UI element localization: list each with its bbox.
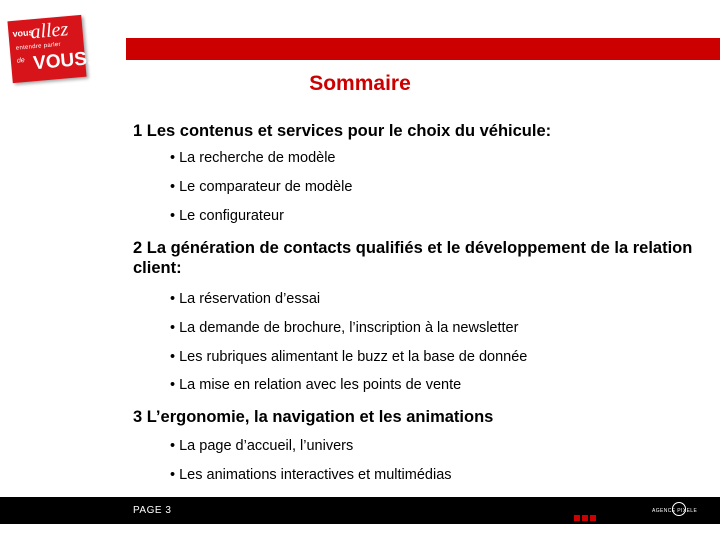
list-item: • Les rubriques alimentant le buzz et la base de donnée [170,349,528,365]
list-item: • Le configurateur [170,208,284,224]
agency-logo [652,502,708,520]
footer-bar [0,497,720,524]
list-item: • Les animations interactives et multimédias [170,467,452,483]
slide-title: Sommaire [309,72,411,95]
page-number: PAGE 3 [133,505,172,516]
agency-name: AGENCE PIXELE [652,508,698,514]
list-item: • La recherche de modèle [170,150,336,166]
section-heading-2: 2 La génération de contacts qualifiés et le développement de la relation client: [133,239,693,277]
section-heading-1: 1 Les contenus et services pour le choix du véhicule: [133,122,552,140]
logo-text-allez: allez [29,18,70,44]
list-item: • La page d’accueil, l’univers [170,438,354,454]
list-item: • La mise en relation avec les points de vente [170,377,462,393]
list-item: • La demande de brochure, l’inscription à la newsletter [170,320,519,336]
list-item: • Le comparateur de modèle [170,179,353,195]
section-heading-3: 3 L’ergonomie, la navigation et les animations [133,408,494,426]
logo-text-vous: vous [12,27,34,39]
logo-text-entendre: entendre parler [15,41,62,52]
list-item: • La réservation d’essai [170,291,321,307]
red-squares-decoration [574,508,598,526]
logo-text-vous-big: VOUS. [32,48,94,75]
logo-text-de: de [16,56,26,65]
header-red-bar [126,38,720,60]
